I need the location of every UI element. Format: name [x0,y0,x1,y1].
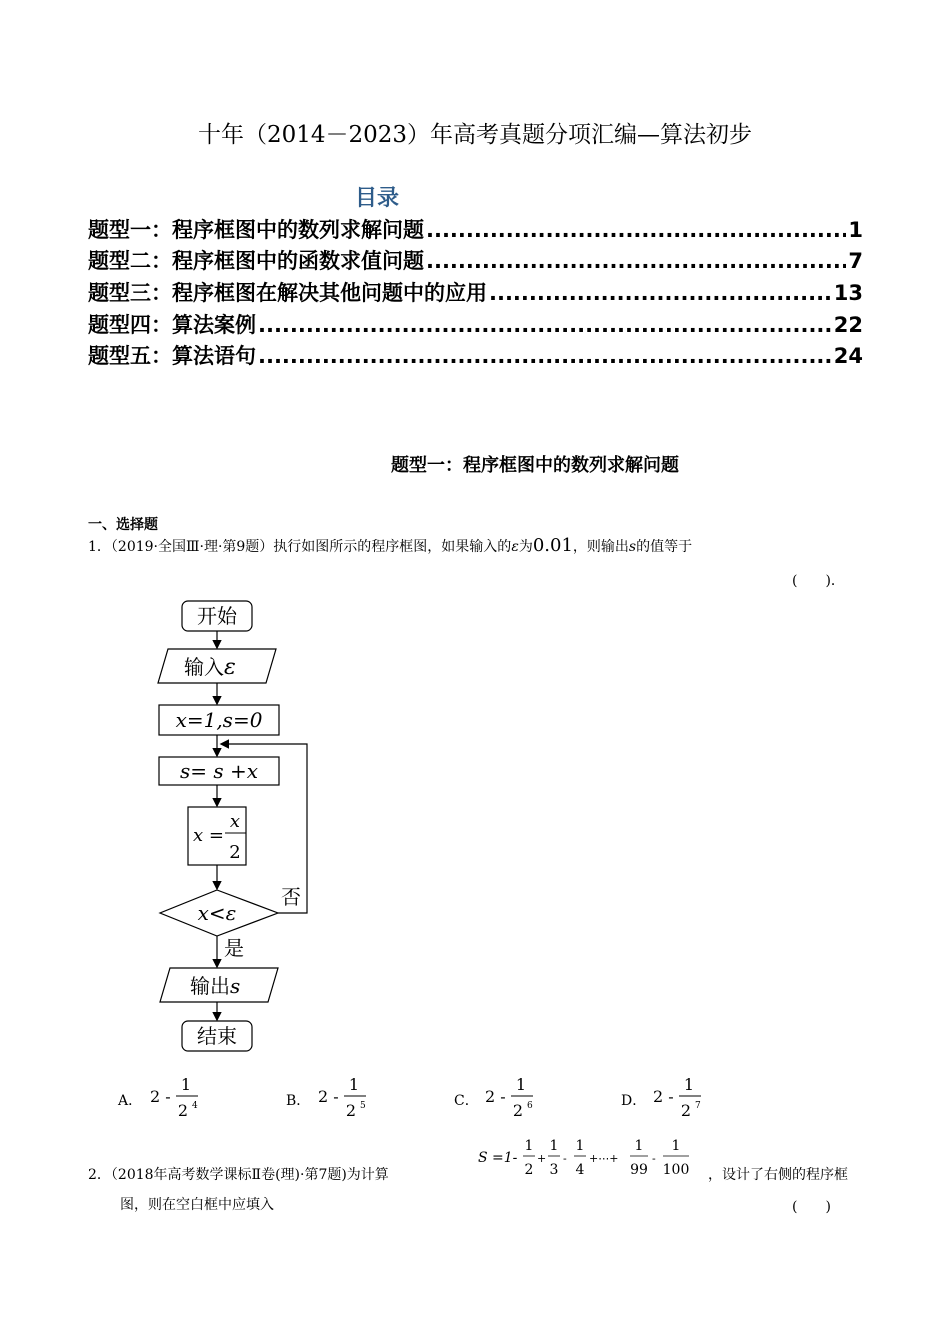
toc-item[interactable] [88,341,863,371]
formula-lhs: S =1- [478,1150,518,1166]
toc-leader [426,215,846,245]
question-text-part: 为 [518,539,533,555]
formula-term [523,1138,546,1178]
flowchart-no-label: 否 [281,885,301,909]
svg-text:1: 1 [549,1138,559,1154]
toc-item-page: 7 [848,249,863,273]
question-2-text-cont: ，设计了右侧的程序框 [708,1167,848,1183]
part-label: 一、选择题 [88,517,158,533]
section-heading: 题型一：程序框图中的数列求解问题 [391,455,679,476]
svg-text:1: 1 [634,1138,644,1154]
flowchart-input-label: 输入ε [184,655,236,680]
question-source: （2018年高考数学课标Ⅱ卷(理)·第7题)为计算 [110,1167,389,1183]
toc-heading: 目录 [355,186,400,211]
question-2-text [88,1166,389,1184]
svg-text:1: 1 [348,1075,360,1094]
toc-item[interactable] [88,310,863,340]
toc-leader [258,310,832,340]
toc-item-label: 题型二：程序框图中的函数求值问题 [88,249,424,273]
epsilon-symbol: ε [511,539,519,555]
toc-leader [426,246,846,276]
toc-item-page: 1 [848,218,863,242]
svg-text:6: 6 [527,1101,533,1111]
svg-text:2: 2 [177,1101,189,1120]
formula-term [663,1138,690,1178]
flowchart-assign-s-label: s= s +x [179,759,259,783]
flowchart-init-label: x=1,s=0 [175,708,263,732]
question-source: （2019·全国Ⅲ·理·第9题）执行如图所示的程序框图，如果输入的 [110,539,512,555]
flowchart-assign-x-lhs: x = [193,825,224,846]
toc-item[interactable] [88,215,863,245]
choice-c[interactable] [454,1075,533,1120]
svg-text:3: 3 [549,1162,559,1178]
toc-item-page: 22 [833,313,863,337]
choice-d[interactable] [621,1075,701,1120]
flowchart-yes-label: 是 [224,936,244,960]
svg-text:1: 1 [671,1138,681,1154]
question-number: 2． [88,1167,111,1183]
svg-text:2: 2 [680,1101,692,1120]
output-variable: s [628,539,637,555]
toc-leader [258,341,832,371]
svg-text:2: 2 [345,1101,357,1120]
formula-term [630,1138,656,1178]
svg-text:+: + [537,1152,547,1165]
svg-text:2 -: 2 - [150,1087,171,1106]
flowchart-start-label: 开始 [197,604,237,628]
sum-formula [476,1136,706,1186]
svg-text:-: - [652,1152,656,1165]
flowchart [150,595,320,1060]
svg-text:+⋯+: +⋯+ [589,1152,619,1165]
toc-item-page: 24 [833,344,863,368]
svg-text:4: 4 [575,1162,585,1178]
document-title: 十年（2014－2023）年高考真题分项汇编—算法初步 [197,122,753,148]
svg-text:1: 1 [515,1075,527,1094]
formula-term [548,1138,567,1178]
svg-text:2 -: 2 - [653,1087,674,1106]
answer-choices [110,1070,750,1126]
flowchart-condition: x<ε [197,901,237,925]
question-text-part: ，则输出 [572,539,629,555]
svg-text:2: 2 [512,1101,524,1120]
svg-text:A．: A． [118,1093,143,1109]
toc-item[interactable] [88,246,863,276]
question-1-text [88,537,692,556]
toc-item-label: 题型四：算法案例 [88,313,256,337]
formula-term [574,1138,618,1178]
flowchart-assign-x-num: x [229,811,241,832]
svg-text:B．: B． [286,1093,311,1109]
svg-text:99: 99 [630,1162,648,1178]
question-2-text-line2: 图，则在空白框中应填入 [120,1197,274,1213]
answer-blank: ( )． [792,573,845,589]
flowchart-end-label: 结束 [197,1024,237,1048]
toc-item-label: 题型三：程序框图在解决其他问题中的应用 [88,281,487,305]
toc-leader [489,278,832,308]
svg-text:1: 1 [575,1138,585,1154]
svg-text:2: 2 [524,1162,534,1178]
svg-text:-: - [563,1152,567,1165]
toc-item-label: 题型五：算法语句 [88,344,256,368]
svg-text:2 -: 2 - [318,1087,339,1106]
svg-text:C．: C． [454,1093,479,1109]
svg-text:1: 1 [524,1138,534,1154]
svg-text:1: 1 [683,1075,695,1094]
question-text-part: 的值等于 [636,539,693,555]
svg-text:1: 1 [180,1075,192,1094]
toc-item-label: 题型一：程序框图中的数列求解问题 [88,218,424,242]
input-value: 0.01 [532,535,573,556]
choice-a[interactable] [117,1075,198,1120]
question-number: 1． [88,539,111,555]
svg-text:2 -: 2 - [485,1087,506,1106]
svg-text:7: 7 [695,1101,701,1111]
svg-text:4: 4 [192,1101,198,1111]
flowchart-output-label: 输出s [190,974,241,998]
flowchart-assign-x-den: 2 [229,842,241,863]
answer-blank: ( ) [792,1199,831,1215]
toc-item-page: 13 [833,281,863,305]
svg-text:100: 100 [662,1162,690,1178]
toc-item[interactable] [88,278,863,308]
choice-b[interactable] [286,1075,366,1120]
svg-text:5: 5 [360,1101,366,1111]
svg-text:D．: D． [621,1093,647,1109]
